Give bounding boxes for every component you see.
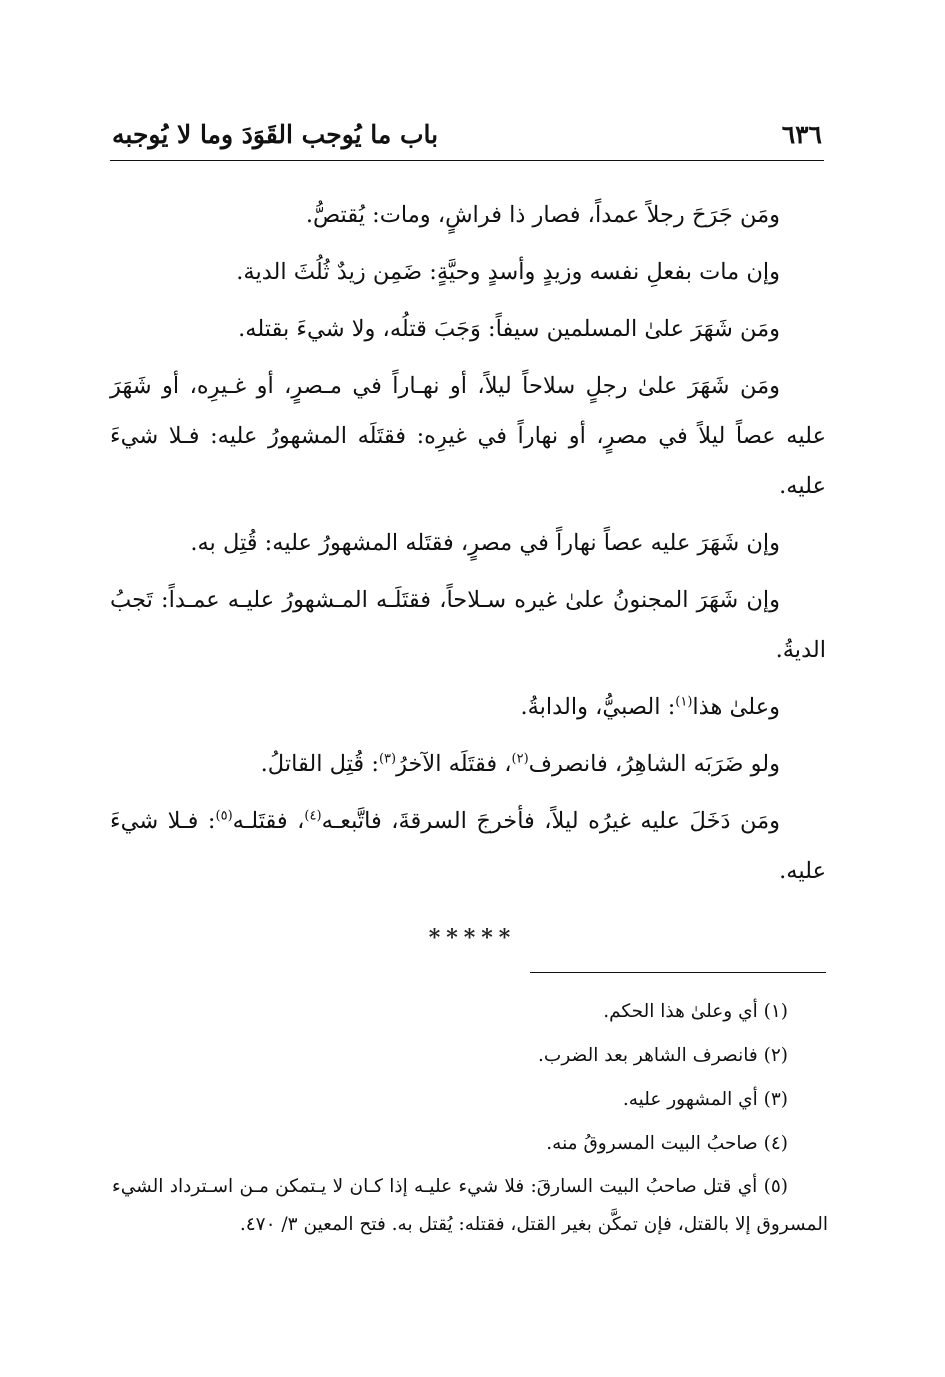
- chapter-title: باب ما يُوجب القَوَدَ وما لا يُوجبه: [112, 120, 439, 149]
- paragraph-text: ولو ضَرَبَه الشاهِرُ، فانصرف: [528, 751, 780, 777]
- header-divider: [110, 160, 824, 161]
- paragraph-text: : فـلا شيءَ عليه.: [110, 808, 826, 884]
- paragraph-text: ، فقتَلـه: [232, 808, 305, 834]
- footnote-2: (٢) فانصرف الشاهر بعد الضرب.: [538, 1045, 788, 1066]
- main-text: [110, 190, 826, 903]
- paragraph-text: ومَن دَخَلَ عليه غيرُه ليلاً، فأخرجَ السرقةَ، فاتَّبعـه: [321, 808, 781, 834]
- footnote-ref-5[interactable]: (٥): [215, 808, 233, 824]
- footnote-ref-1[interactable]: (١): [675, 694, 693, 710]
- paragraph-text: ، فقتَلَه الآخرُ: [396, 751, 512, 777]
- footnote-ref-3[interactable]: (٣): [378, 751, 397, 767]
- paragraph-text: وعلىٰ هذا: [692, 694, 780, 720]
- paragraph: [110, 796, 826, 896]
- footnote-1: (١) أي وعلىٰ هذا الحكم.: [603, 1001, 788, 1022]
- footnote-divider: [530, 972, 826, 973]
- footnote-ref-2[interactable]: (٢): [511, 751, 529, 767]
- footnote-4: (٤) صاحبُ البيت المسروقُ منه.: [546, 1133, 788, 1154]
- paragraph: [110, 682, 826, 732]
- footnotes: [112, 990, 828, 1244]
- paragraph: ومَن جَرَحَ رجلاً عمداً، فصار ذا فراشٍ، ومات: يُقتصُّ.: [305, 202, 780, 228]
- footnote-5: (٥) أي قتل صاحبُ البيت السارقَ: فلا شيء عليـه إذا كـان لا يـتمكن مـن اسـترداد الشيء المسروق إلا بالقتل، فإن تمكَّن بغير القتل، فقتله: يُقتل به. فتح المعين ٣/ ٤٧٠.: [112, 1176, 828, 1235]
- paragraph: وإن شَهَرَ عليه عصاً نهاراً في مصرٍ، فقتَله المشهورُ عليه: قُتِل به.: [190, 530, 780, 556]
- paragraph-text: : الصبيُّ، والدابةُ.: [520, 694, 676, 720]
- section-separator: *****: [428, 925, 517, 951]
- paragraph: ومَن شَهَرَ علىٰ المسلمين سيفاً: وَجَبَ قتلُه، ولا شيءَ بقتله.: [238, 316, 780, 342]
- paragraph: [110, 739, 826, 789]
- footnote-3: (٣) أي المشهور عليه.: [622, 1089, 788, 1110]
- page-number: ٦٣٦: [781, 120, 822, 149]
- paragraph: وإن شَهَرَ المجنونُ علىٰ غيره سـلاحاً، فقتَلَـه المـشهورُ عليـه عمـداً: تَجبُ الديةُ.: [110, 587, 826, 663]
- paragraph-text: : قُتِل القاتلُ.: [260, 751, 379, 777]
- paragraph: وإن مات بفعلِ نفسه وزيدٍ وأسدٍ وحيَّةٍ: ضَمِن زيدٌ ثُلُثَ الدية.: [236, 259, 780, 285]
- running-header: [112, 118, 822, 162]
- footnote-ref-4[interactable]: (٤): [304, 808, 322, 824]
- paragraph: ومَن شَهَرَ علىٰ رجلٍ سلاحاً ليلاً، أو نهـاراً في مـصرٍ، أو غـيرِه، أو شَهَرَ عليه عصاً ليلاً في مصرٍ، أو نهاراً في غيرِه: فقتَلَه المشهورُ عليه: فـلا شيءَ عليه.: [110, 373, 826, 499]
